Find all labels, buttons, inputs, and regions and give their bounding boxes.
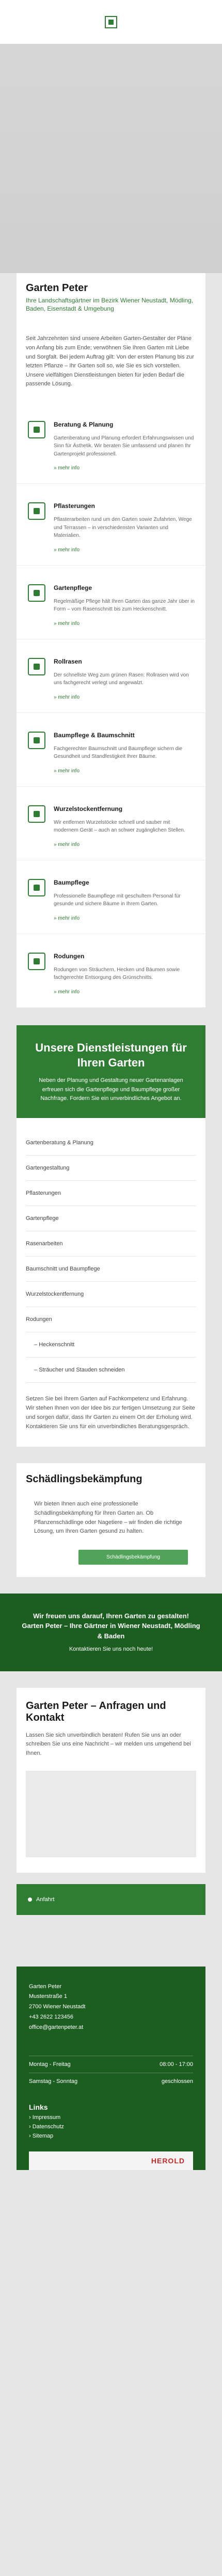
service-more-link[interactable]: » mehr info: [54, 841, 80, 848]
stump-icon: [28, 805, 45, 823]
service-title: Pflasterungen: [54, 502, 96, 510]
service-more-link[interactable]: » mehr info: [54, 915, 80, 921]
footer-link-impressum[interactable]: › Impressum: [29, 2114, 193, 2121]
services-overview-text: Setzen Sie bei Ihrem Garten auf Fachkompetenz und Erfahrung. Wir stehen Ihnen von der Idee bis zur fertigen Umsetzung zur Seite und sorgen dafür, dass Ihr Garten zu einem Ort der Erholung wird. Kontaktieren Sie uns für ein unverbindliches Beratungsgespräch.: [26, 1395, 195, 1430]
service-more-link[interactable]: » mehr info: [54, 547, 80, 553]
service-title: Gartenpflege: [54, 584, 92, 591]
service-item: [17, 566, 205, 639]
cta-line-1: Wir freuen uns darauf, Ihren Garten zu gestalten!: [33, 1612, 189, 1620]
cta-band: [0, 1594, 222, 1671]
contact-title: Garten Peter – Anfragen und Kontakt: [26, 1700, 166, 1723]
list-sub-item: – Sträucher und Stauden schneiden: [26, 1358, 196, 1383]
list-item: Gartenpflege: [26, 1206, 196, 1231]
list-item: Baumschnitt und Baumpflege: [26, 1257, 196, 1282]
tree-care-icon: [28, 879, 45, 896]
paving-icon: [28, 502, 45, 520]
list-item: Gartengestaltung: [26, 1156, 196, 1181]
hours-day: Montag - Freitag: [29, 2061, 71, 2067]
services-overview: [17, 1025, 205, 1447]
service-item: [17, 484, 205, 566]
service-more-link[interactable]: » mehr info: [54, 768, 80, 774]
service-text: Fachgerechter Baumschnitt und Baumpflege sichern die Gesundheit und Standfestigkeit Ihrer Bäume.: [54, 745, 183, 760]
intro-section: [17, 273, 205, 402]
clearing-icon: [28, 953, 45, 970]
site-logo[interactable]: [105, 16, 117, 28]
service-text: Gartenberatung und Planung erfordert Erfahrungswissen und Sinn für Ästhetik. Wir beraten Sie umfassend und planen Ihr Gartenprojekt professionell.: [54, 435, 194, 457]
service-item: [17, 934, 205, 1008]
services-list: [17, 402, 205, 1008]
hours-row: [29, 2056, 193, 2073]
lawn-icon: [28, 658, 45, 675]
list-item: Rasenarbeiten: [26, 1231, 196, 1257]
footer-link-sitemap[interactable]: › Sitemap: [29, 2133, 193, 2139]
footer-city: 2700 Wiener Neustadt: [29, 2004, 86, 2010]
services-overview-list: [17, 1118, 205, 1447]
pest-control-button[interactable]: Schädlingsbekämpfung: [78, 1550, 188, 1565]
service-title: Baumpflege & Baumschnitt: [54, 731, 135, 739]
location-pin-icon: [28, 1897, 32, 1902]
hours-time: geschlossen: [161, 2078, 193, 2084]
footer-links-title: Links: [29, 2103, 48, 2111]
service-text: Pflasterarbeiten rund um den Garten sowie Zufahrten, Wege und Terrassen – in verschiedensten Varianten und Materialien.: [54, 517, 192, 539]
service-title: Baumpflege: [54, 878, 89, 886]
service-text: Rodungen von Sträuchern, Hecken und Bäumen sowie fachgerechte Entsorgung des Grünschnitts.: [54, 967, 180, 981]
intro-text: Seit Jahrzehnten sind unsere Arbeiten Garten-Gestalter der Pläne von Anfang bis zum Ende; verwöhnen Sie Ihren Garten mit Liebe und Sorgfalt. Bei jedem Auftrag gilt: Von der ersten Planung bis zur letzten Pflanze – Ihr Garten soll so, wie Sie es sich vorstellen. Unsere vielfältigen Dienstleistungen bieten für jeden Bedarf die passende Lösung.: [26, 335, 194, 387]
contact-section: [17, 1688, 205, 1873]
hero-image: [0, 44, 222, 273]
intro-title: Garten Peter: [26, 282, 88, 294]
list-sub-item: – Heckenschnitt: [26, 1332, 196, 1358]
service-more-link[interactable]: » mehr info: [54, 620, 80, 626]
services-overview-header: [17, 1025, 205, 1118]
service-text: Wir entfernen Wurzelstöcke schnell und sauber mit modernem Gerät – auch an schwer zugänglichen Stellen.: [54, 819, 185, 834]
service-item: [17, 860, 205, 934]
footer-street: Musterstraße 1: [29, 1993, 67, 2000]
garden-care-icon: [28, 584, 45, 602]
service-text: Der schnellste Weg zum grünen Rasen: Rollrasen wird von uns fachgerecht verlegt und angewalzt.: [54, 672, 189, 686]
service-title: Rollrasen: [54, 657, 82, 665]
service-item: [17, 639, 205, 713]
opening-hours: [29, 2056, 193, 2090]
hours-time: 08:00 - 17:00: [160, 2061, 193, 2067]
list-item: Pflasterungen: [26, 1181, 196, 1206]
list-item: Rodungen: [26, 1307, 196, 1332]
service-more-link[interactable]: » mehr info: [54, 465, 80, 471]
service-more-link[interactable]: » mehr info: [54, 989, 80, 995]
tree-icon: [28, 732, 45, 749]
service-title: Beratung & Planung: [54, 420, 114, 428]
herold-logo[interactable]: HEROLD: [151, 2156, 185, 2165]
footer-address: [29, 1982, 193, 2033]
footer-bottom-bar: [29, 2151, 193, 2170]
pest-control-section: [17, 1463, 205, 1577]
services-overview-subtitle: Neben der Planung und Gestaltung neuer Gartenanlagen erfreuen sich die Gartenpflege und Baumpflege großer Nachfrage. Fordern Sie ein unverbindliches Angebot an.: [39, 1077, 183, 1102]
footer: [17, 1967, 205, 2170]
service-item: [17, 402, 205, 484]
list-item: Gartenberatung & Planung: [26, 1130, 196, 1156]
top-header: [0, 0, 222, 44]
footer-links: [29, 2114, 193, 2139]
service-item: [17, 787, 205, 860]
contact-text: Lassen Sie sich unverbindlich beraten! Rufen Sie uns an oder schreiben Sie uns eine Nachricht – wir melden uns umgehend bei Ihnen.: [26, 1732, 191, 1757]
hours-row: [29, 2073, 193, 2090]
service-item: [17, 713, 205, 787]
service-text: Professionelle Baumpflege mit geschultem Personal für gesunde und sichere Bäume in Ihrem Garten.: [54, 893, 181, 907]
intro-subtitle: Ihre Landschaftsgärtner im Bezirk Wiener Neustadt, Mödling, Baden, Eisenstadt & Umgebung: [26, 297, 194, 313]
service-more-link[interactable]: » mehr info: [54, 694, 80, 700]
footer-phone[interactable]: +43 2622 123456: [29, 2014, 73, 2021]
service-text: Regelmäßige Pflege hält Ihren Garten das ganze Jahr über in Form – vom Rasenschnitt bis zum Heckenschnitt.: [54, 598, 195, 613]
directions-label: Anfahrt: [36, 1896, 55, 1903]
logo-mark: [108, 20, 114, 25]
service-title: Rodungen: [54, 952, 85, 960]
footer-link-datenschutz[interactable]: › Datenschutz: [29, 2124, 193, 2130]
pest-control-text: Wir bieten Ihnen auch eine professionelle Schädlingsbekämpfung für Ihren Garten an. Ob Pflanzenschädlinge oder Nagetiere – wir finden die richtige Lösung, um Ihren Garten gesund zu halten.: [34, 1501, 182, 1535]
directions-link[interactable]: [17, 1884, 205, 1915]
pest-control-title: Schädlingsbekämpfung: [26, 1473, 142, 1485]
service-title: Wurzelstockentfernung: [54, 805, 123, 812]
footer-name: Garten Peter: [29, 1983, 61, 1990]
planning-icon: [28, 421, 45, 438]
map-embed[interactable]: [26, 1771, 196, 1857]
hours-day: Samstag - Sonntag: [29, 2078, 78, 2084]
cta-small: Kontaktieren Sie uns noch heute!: [69, 1646, 153, 1653]
services-overview-title: Unsere Dienstleistungen für Ihren Garten: [35, 1041, 187, 1069]
list-item: Wurzelstockentfernung: [26, 1282, 196, 1307]
footer-email[interactable]: office@gartenpeter.at: [29, 2024, 84, 2030]
cta-line-2: Garten Peter – Ihre Gärtner in Wiener Neustadt, Mödling & Baden: [22, 1622, 200, 1640]
